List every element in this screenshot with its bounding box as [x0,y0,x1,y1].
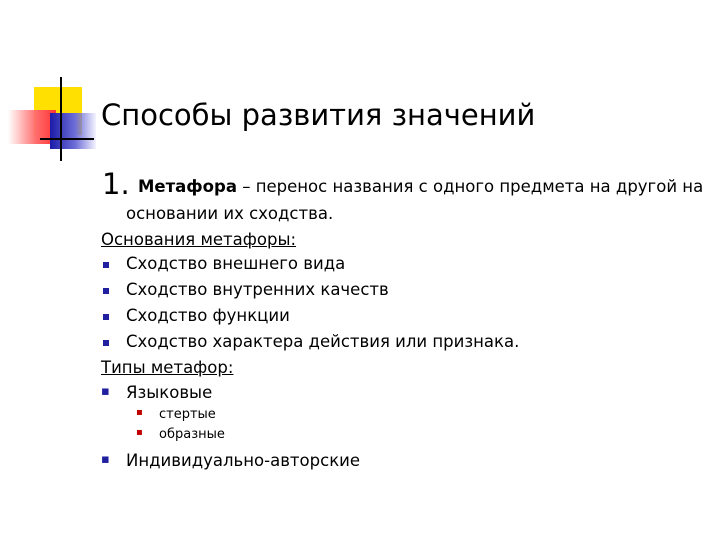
checkbox-bullet-icon: ▪ [136,427,143,438]
square-bullet-icon [103,262,109,268]
decor-vertical-line [60,77,62,161]
types-subitem: образные [159,427,225,442]
checkbox-bullet-icon: ▪ [101,384,110,399]
bases-item: Сходство функции [126,306,290,325]
slide-title: Способы развития значений [101,98,536,132]
types-heading: Типы метафор: [101,358,234,377]
bases-item: Сходство внутренних качеств [126,280,389,299]
square-bullet-icon [103,340,109,346]
item-number: 1. [102,167,130,201]
types-item-author: Индивидуально-авторские [126,451,361,470]
metaphor-term: Метафора [138,177,237,196]
checkbox-bullet-icon: ▪ [136,407,143,418]
decor-blue-block [50,113,96,149]
types-item-language: Языковые [126,383,213,402]
bases-item: Сходство внешнего вида [126,254,346,273]
decor-horizontal-line [40,138,94,140]
metaphor-definition-continued: основании их сходства. [126,204,334,223]
bases-heading: Основания метафоры: [101,230,297,249]
square-bullet-icon [103,314,109,320]
types-subitem: стертые [159,407,216,422]
metaphor-definition [138,177,703,197]
bases-item: Сходство характера действия или признака. [126,332,520,351]
square-bullet-icon [103,288,109,294]
metaphor-definition-text: – перенос названия с одного предмета на другой на [236,177,704,196]
checkbox-bullet-icon: ▪ [101,452,110,467]
